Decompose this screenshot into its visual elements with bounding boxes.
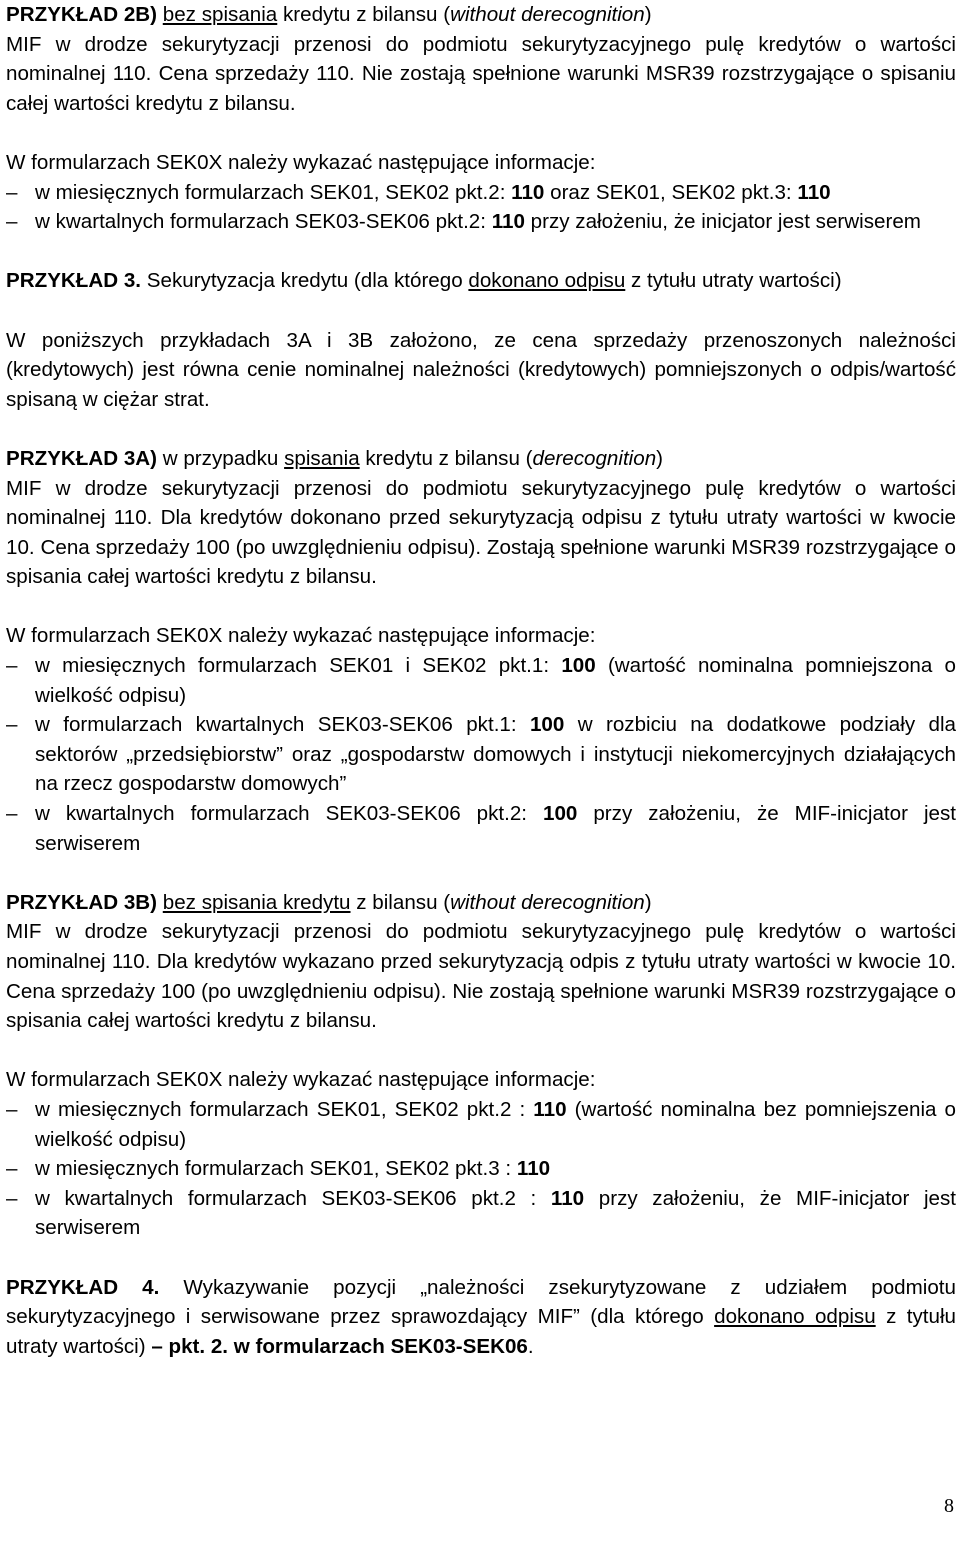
heading-text: ) (644, 3, 652, 26)
example-3a-body: MIF w drodze sekurytyzacji przenosi do podmiotu sekurytyzacyjnego pulę kredytów o wartości nominalnej 110. Dla kredytów dokonano przed sekurytyzacją odpisu z tytułu utraty wartości w kwocie 10. Cena sprzedaży 100 (po uwzględnieniu odpisu). Zostają spełnione warunki MSR39 rozstrzygające o spisania całej wartości kredytu z bilansu. (6, 476, 956, 589)
list-item: – w miesięcznych formularzach SEK01 i SEK02 pkt.1: 100 (wartość nominalna pomniejszona o wielkość odpisu) (6, 651, 956, 710)
example-3b-body: MIF w drodze sekurytyzacji przenosi do podmiotu sekurytyzacyjnego pulę kredytów o wartości nominalnej 110. Dla kredytów wykazano przed sekurytyzacją odpis z tytułu utraty wartości w kwocie 10. Cena sprzedaży 100 (po uwzględnieniu odpisu). Nie zostają spełnione warunki MSR39 rozstrzygające o spisania całej wartości kredytu z bilansu. (6, 920, 956, 1033)
underlined-text: bez spisania (162, 3, 278, 26)
list-item: – w kwartalnych formularzach SEK03-SEK06 pkt.2: 100 przy założeniu, że MIF-inicjator jest serwiserem (6, 799, 956, 858)
dash-bullet: – (6, 802, 18, 826)
heading-label: PRZYKŁAD 3A) (6, 446, 158, 470)
bold-reference: – pkt. 2. w formularzach SEK03-SEK06 (151, 1334, 528, 1358)
dash-bullet: – (6, 180, 18, 204)
list-item: – w formularzach kwartalnych SEK03-SEK06 pkt.1: 100 w rozbiciu na dodatkowe podziały dla sektorów „przedsiębiorstw” oraz „gospodarstw domowych i instytucji niekomercyjnych działających na rzecz gospodarstw domowych” (6, 710, 956, 799)
document-page (6, 0, 956, 1361)
dash-bullet: – (6, 1097, 18, 1121)
example-3a-intro: W formularzach SEK0X należy wykazać następujące informacje: (6, 624, 596, 648)
dash-bullet: – (6, 1186, 18, 1210)
heading-label: PRZYKŁAD 3B) (6, 890, 158, 914)
dash-bullet: – (6, 210, 18, 234)
underlined-text: spisania (284, 446, 360, 470)
dash-bullet: – (6, 654, 18, 678)
example-2b-intro: W formularzach SEK0X należy wykazać następujące informacje: (6, 150, 596, 174)
example-3-heading: PRZYKŁAD 3. Sekurytyzacja kredytu (dla którego dokonano odpisu z tytułu utraty wartości) (6, 269, 842, 293)
heading-label: PRZYKŁAD 3. (6, 269, 142, 293)
underlined-text: bez spisania kredytu (162, 890, 351, 914)
example-4-paragraph: PRZYKŁAD 4. Wykazywanie pozycji „należności zsekurytyzowane z udziałem podmiotu sekurytyzacyjnego i serwisowane przez sprawozdający MIF” (dla którego dokonano odpisu z tytułu utraty wartości) – pkt. 2. w formularzach SEK03-SEK06. (6, 1275, 956, 1358)
list-item: – w miesięcznych formularzach SEK01, SEK02 pkt.2: 110 oraz SEK01, SEK02 pkt.3: 110 (6, 178, 956, 208)
example-2b-body: MIF w drodze sekurytyzacji przenosi do podmiotu sekurytyzacyjnego pulę kredytów o wartości nominalnej 110. Cena sprzedaży 110. Nie zostają spełnione warunki MSR39 rozstrzygające o spisaniu całej wartości kredytu z bilansu. (6, 32, 956, 115)
example-3a-heading: PRZYKŁAD 3A) w przypadku spisania kredytu z bilansu (derecognition) (6, 446, 664, 470)
example-2b-list (6, 178, 956, 237)
list-item: – w kwartalnych formularzach SEK03-SEK06 pkt.2: 110 przy założeniu, że inicjator jest serwiserem (6, 207, 956, 237)
example-3b-list (6, 1095, 956, 1243)
underlined-text: dokonano odpisu (468, 269, 626, 293)
italic-term: without derecognition (450, 3, 645, 26)
example-3b-heading: PRZYKŁAD 3B) bez spisania kredytu z bilansu (without derecognition) (6, 890, 652, 914)
example-3a-list (6, 651, 956, 858)
italic-term: without derecognition (450, 890, 645, 914)
list-item: – w kwartalnych formularzach SEK03-SEK06 pkt.2 : 110 przy założeniu, że MIF-inicjator jest serwiserem (6, 1184, 956, 1243)
example-2b-heading (6, 0, 956, 30)
heading-text: kredytu z bilansu ( (277, 3, 451, 26)
heading-label: PRZYKŁAD 4. (6, 1275, 160, 1299)
list-item: – w miesięcznych formularzach SEK01, SEK02 pkt.2 : 110 (wartość nominalna bez pomniejszenia o wielkość odpisu) (6, 1095, 956, 1154)
italic-term: derecognition (532, 446, 657, 470)
dash-bullet: – (6, 1157, 18, 1181)
example-3b-intro: W formularzach SEK0X należy wykazać następujące informacje: (6, 1068, 596, 1092)
dash-bullet: – (6, 713, 18, 737)
page-number: 8 (944, 1495, 954, 1517)
underlined-text: dokonano odpisu (714, 1305, 876, 1329)
heading-label: PRZYKŁAD 2B) (6, 3, 158, 26)
list-item: – w miesięcznych formularzach SEK01, SEK02 pkt.3 : 110 (6, 1154, 956, 1184)
example-3-body: W poniższych przykładach 3A i 3B założono, ze cena sprzedaży przenoszonych należności (kredytowych) jest równa cenie nominalnej należności (kredytowych) pomniejszonych o odpis/wartość spisaną w ciężar strat. (6, 328, 956, 411)
